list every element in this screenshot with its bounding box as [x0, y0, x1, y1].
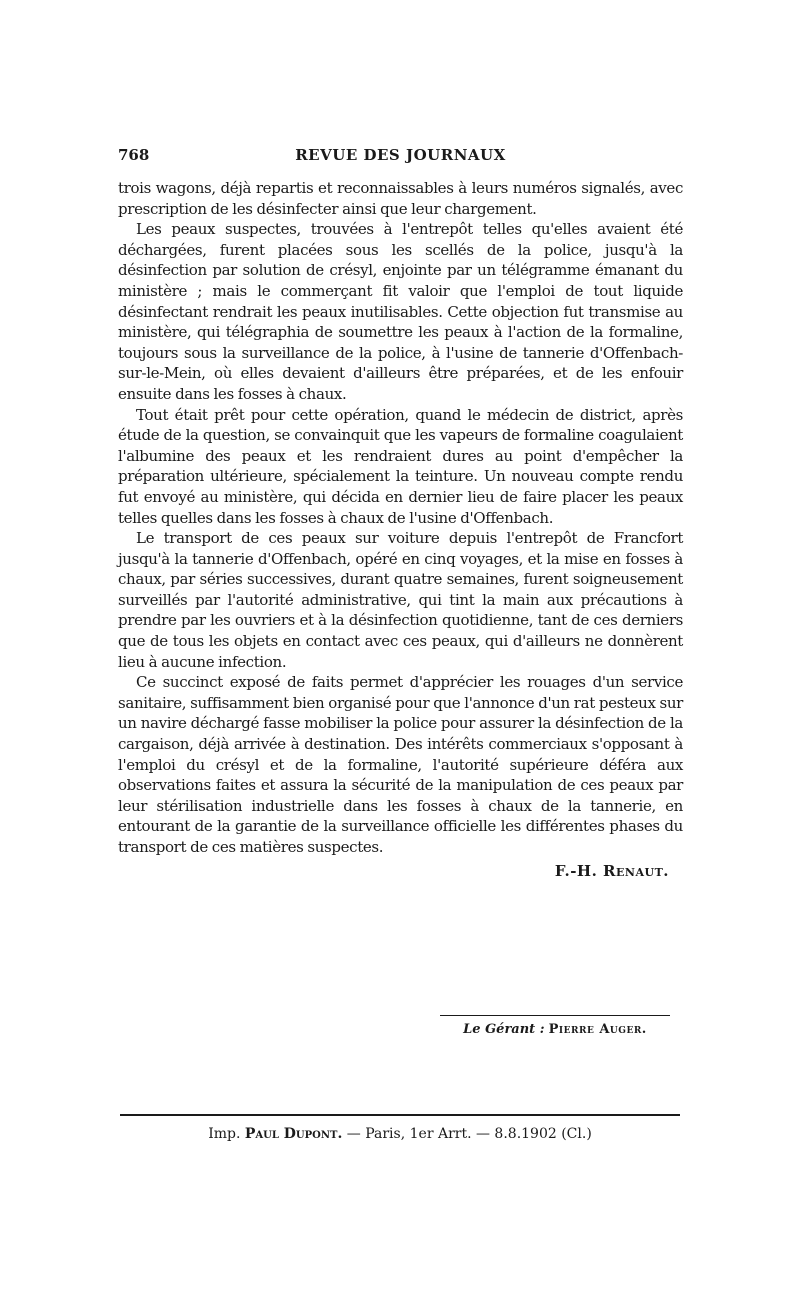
printer-prefix: Imp.: [208, 1126, 241, 1142]
paragraph: trois wagons, déjà repartis et reconnaissables à leurs numéros signalés, avec prescription de les désinfecter ainsi que leur chargement.: [118, 179, 683, 218]
article-body: [118, 178, 683, 858]
running-title: REVUE DES JOURNAUX: [295, 146, 506, 164]
printer-details: — Paris, 1er Arrt. — 8.8.1902 (Cl.): [346, 1126, 592, 1142]
running-header: [118, 146, 683, 168]
gerant-name: Pierre Auger.: [548, 1022, 647, 1037]
gerant-line: [440, 1022, 670, 1037]
gerant-label: Le Gérant :: [463, 1022, 545, 1037]
printer-rule: [120, 1114, 680, 1116]
page-number: 768: [118, 146, 150, 164]
author-signature: F.-H. Renaut.: [554, 861, 669, 880]
printer-name: Paul Dupont.: [244, 1126, 343, 1142]
paragraph: Les peaux suspectes, trouvées à l'entrepôt telles qu'elles avaient été déchargées, furent placées sous les scellés de la police, jusqu'à la désinfection par solution de crésyl, enjointe par un télégramme émanant du ministère ; mais le commerçant fit valoir que l'emploi de tout liquide désinfectant rendrait les peaux inutilisables. Cette objection fut transmise au ministère, qui télégraphia de soumettre les peaux à l'action de la formaline, toujours sous la surveillance de la police, à l'usine de tannerie d'Offenbach-sur-le-Mein, où elles devaient d'ailleurs être préparées, et de les enfouir ensuite dans les fosses à chaux.: [118, 220, 683, 403]
gerant-rule: [440, 1015, 670, 1016]
paragraph: Tout était prêt pour cette opération, quand le médecin de district, après étude de la question, se convainquit que les vapeurs de formaline coagulaient l'albumine des peaux et les rendraient dures au point d'empêcher la préparation ultérieure, spécialement la teinture. Un nouveau compte rendu fut envoyé au ministère, qui décida en dernier lieu de faire placer les peaux telles quelles dans les fosses à chaux de l'usine d'Offenbach.: [118, 405, 683, 527]
printer-imprint: [120, 1126, 680, 1142]
paragraph: Ce succinct exposé de faits permet d'apprécier les rouages d'un service sanitaire, suffisamment bien organisé pour que l'annonce d'un rat pesteux sur un navire déchargé fasse mobiliser la police pour assurer la désinfection de la cargaison, déjà arrivée à destination. Des intérêts commerciaux s'opposant à l'emploi du crésyl et de la formaline, l'autorité supérieure déféra aux observations faites et assura la sécurité de la manipulation de ces peaux par leur stérilisation industrielle dans les fosses à chaux de la tannerie, en entourant de la garantie de la surveillance officielle les différentes phases du transport de ces matières suspectes.: [118, 673, 683, 856]
page: [118, 146, 683, 880]
paragraph: Le transport de ces peaux sur voiture depuis l'entrepôt de Francfort jusqu'à la tannerie d'Offenbach, opéré en cinq voyages, et la mise en fosses à chaux, par séries successives, durant quatre semaines, furent soigneusement surveillés par l'autorité administrative, qui tint la main aux précautions à prendre par les ouvriers et à la désinfection quotidienne, tant de ces derniers que de tous les objets en contact avec ces peaux, qui d'ailleurs ne donnèrent lieu à aucune infection.: [118, 529, 683, 671]
